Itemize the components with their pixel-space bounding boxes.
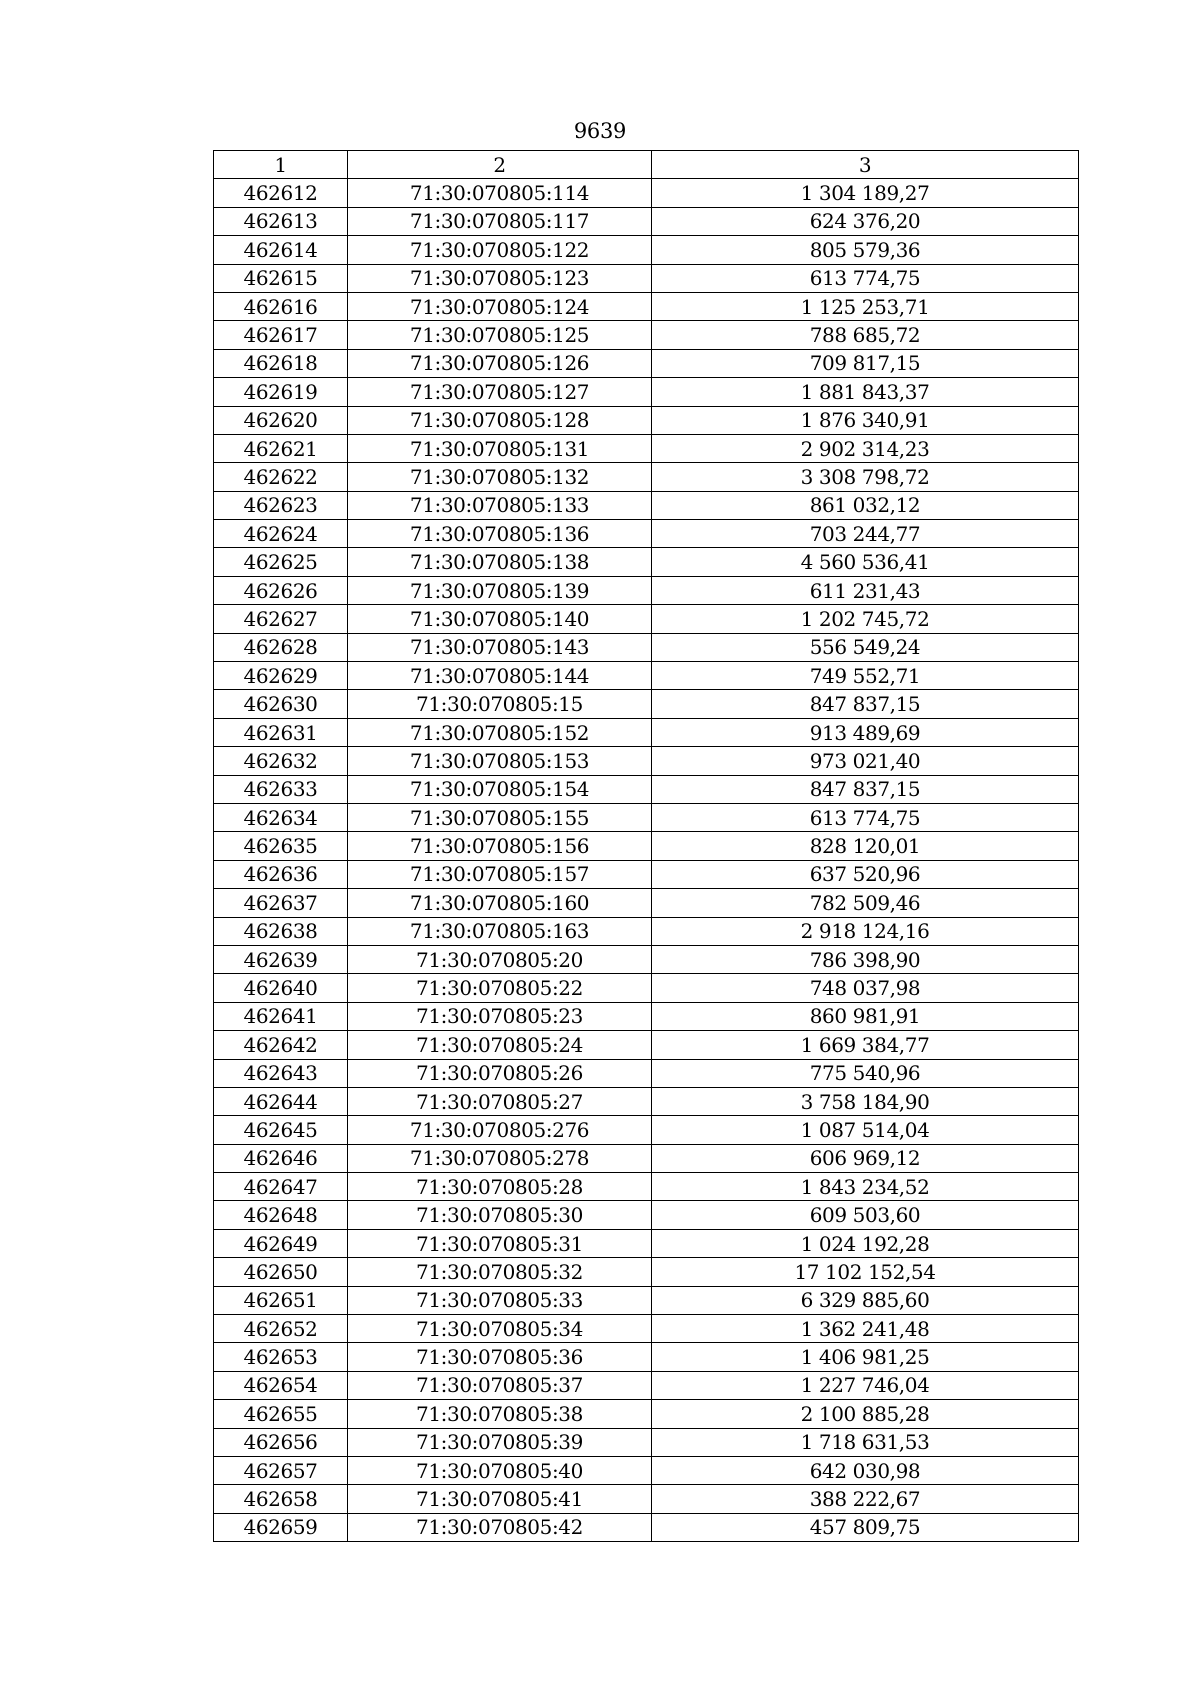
table-row [214,1229,1079,1257]
cadastral-number-cell: 71:30:070805:32 [348,1258,652,1286]
cadastral-number-cell: 71:30:070805:15 [348,690,652,718]
cadastral-value-cell: 1 024 192,28 [652,1229,1079,1257]
cadastral-number-cell: 71:30:070805:136 [348,520,652,548]
cadastral-number-cell: 71:30:070805:138 [348,548,652,576]
row-number-cell: 462642 [214,1031,348,1059]
cadastral-number-cell: 71:30:070805:140 [348,605,652,633]
table-row [214,917,1079,945]
table-row [214,1002,1079,1030]
row-number-cell: 462635 [214,832,348,860]
row-number-cell: 462652 [214,1315,348,1343]
row-number-cell: 462615 [214,264,348,292]
cadastral-value-cell: 1 227 746,04 [652,1371,1079,1399]
cadastral-value-cell: 457 809,75 [652,1513,1079,1541]
table-row [214,321,1079,349]
table-row [214,463,1079,491]
cadastral-number-cell: 71:30:070805:131 [348,434,652,462]
cadastral-number-cell: 71:30:070805:128 [348,406,652,434]
row-number-cell: 462626 [214,576,348,604]
table-row [214,207,1079,235]
row-number-cell: 462641 [214,1002,348,1030]
table-row [214,747,1079,775]
table-row [214,803,1079,831]
column-header-3: 3 [652,151,1079,179]
table-row [214,406,1079,434]
table-header [214,151,1079,179]
cadastral-value-cell: 1 406 981,25 [652,1343,1079,1371]
cadastral-number-cell: 71:30:070805:23 [348,1002,652,1030]
table-row [214,434,1079,462]
cadastral-number-cell: 71:30:070805:163 [348,917,652,945]
table-row [214,1286,1079,1314]
row-number-cell: 462640 [214,974,348,1002]
row-number-cell: 462632 [214,747,348,775]
cadastral-value-cell: 17 102 152,54 [652,1258,1079,1286]
cadastral-number-cell: 71:30:070805:125 [348,321,652,349]
row-number-cell: 462628 [214,633,348,661]
table-row [214,1400,1079,1428]
cadastral-number-cell: 71:30:070805:154 [348,775,652,803]
table-row [214,179,1079,207]
cadastral-value-cell: 2 100 885,28 [652,1400,1079,1428]
cadastral-value-cell: 782 509,46 [652,889,1079,917]
table-row [214,605,1079,633]
cadastral-value-cell: 637 520,96 [652,860,1079,888]
table-row [214,1173,1079,1201]
table-row [214,1059,1079,1087]
table-row [214,349,1079,377]
row-number-cell: 462650 [214,1258,348,1286]
row-number-cell: 462623 [214,491,348,519]
row-number-cell: 462612 [214,179,348,207]
row-number-cell: 462633 [214,775,348,803]
cadastral-value-cell: 3 308 798,72 [652,463,1079,491]
cadastral-value-cell: 1 125 253,71 [652,292,1079,320]
cadastral-value-cell: 973 021,40 [652,747,1079,775]
cadastral-value-cell: 1 304 189,27 [652,179,1079,207]
cadastral-number-cell: 71:30:070805:30 [348,1201,652,1229]
table-row [214,1456,1079,1484]
cadastral-value-cell: 847 837,15 [652,690,1079,718]
table-row [214,1315,1079,1343]
cadastral-number-cell: 71:30:070805:157 [348,860,652,888]
row-number-cell: 462639 [214,945,348,973]
cadastral-value-cell: 556 549,24 [652,633,1079,661]
table-row [214,1371,1079,1399]
table-row [214,1201,1079,1229]
cadastral-number-cell: 71:30:070805:37 [348,1371,652,1399]
row-number-cell: 462631 [214,718,348,746]
row-number-cell: 462621 [214,434,348,462]
cadastral-number-cell: 71:30:070805:31 [348,1229,652,1257]
table-row [214,889,1079,917]
cadastral-number-cell: 71:30:070805:278 [348,1144,652,1172]
cadastral-value-cell: 611 231,43 [652,576,1079,604]
cadastral-value-cell: 1 876 340,91 [652,406,1079,434]
cadastral-number-cell: 71:30:070805:24 [348,1031,652,1059]
cadastral-number-cell: 71:30:070805:27 [348,1087,652,1115]
row-number-cell: 462616 [214,292,348,320]
row-number-cell: 462638 [214,917,348,945]
cadastral-value-cell: 606 969,12 [652,1144,1079,1172]
cadastral-value-cell: 1 718 631,53 [652,1428,1079,1456]
row-number-cell: 462619 [214,378,348,406]
cadastral-value-cell: 642 030,98 [652,1456,1079,1484]
table-row [214,1258,1079,1286]
table-row [214,633,1079,661]
row-number-cell: 462645 [214,1116,348,1144]
cadastral-number-cell: 71:30:070805:126 [348,349,652,377]
row-number-cell: 462627 [214,605,348,633]
cadastral-number-cell: 71:30:070805:122 [348,236,652,264]
table-row [214,520,1079,548]
cadastral-value-cell: 3 758 184,90 [652,1087,1079,1115]
row-number-cell: 462622 [214,463,348,491]
row-number-cell: 462613 [214,207,348,235]
cadastral-value-cell: 828 120,01 [652,832,1079,860]
table-body [214,179,1079,1542]
column-header-2: 2 [348,151,652,179]
row-number-cell: 462658 [214,1485,348,1513]
cadastral-value-cell: 1 669 384,77 [652,1031,1079,1059]
cadastral-number-cell: 71:30:070805:114 [348,179,652,207]
table-row [214,974,1079,1002]
table-row [214,576,1079,604]
cadastral-value-cell: 775 540,96 [652,1059,1079,1087]
row-number-cell: 462644 [214,1087,348,1115]
cadastral-number-cell: 71:30:070805:127 [348,378,652,406]
cadastral-number-cell: 71:30:070805:143 [348,633,652,661]
row-number-cell: 462614 [214,236,348,264]
cadastral-number-cell: 71:30:070805:38 [348,1400,652,1428]
cadastral-number-cell: 71:30:070805:153 [348,747,652,775]
cadastral-number-cell: 71:30:070805:160 [348,889,652,917]
column-header-1: 1 [214,151,348,179]
cadastral-number-cell: 71:30:070805:132 [348,463,652,491]
cadastral-value-cell: 788 685,72 [652,321,1079,349]
cadastral-number-cell: 71:30:070805:144 [348,662,652,690]
row-number-cell: 462629 [214,662,348,690]
cadastral-value-cell: 613 774,75 [652,264,1079,292]
table-row [214,1485,1079,1513]
row-number-cell: 462624 [214,520,348,548]
table-row [214,1428,1079,1456]
cadastral-value-cell: 1 087 514,04 [652,1116,1079,1144]
row-number-cell: 462648 [214,1201,348,1229]
row-number-cell: 462649 [214,1229,348,1257]
header-row [214,151,1079,179]
row-number-cell: 462643 [214,1059,348,1087]
row-number-cell: 462654 [214,1371,348,1399]
cadastral-value-cell: 4 560 536,41 [652,548,1079,576]
row-number-cell: 462637 [214,889,348,917]
cadastral-number-cell: 71:30:070805:36 [348,1343,652,1371]
cadastral-value-cell: 624 376,20 [652,207,1079,235]
cadastral-value-cell: 748 037,98 [652,974,1079,1002]
table-row [214,832,1079,860]
row-number-cell: 462620 [214,406,348,434]
page-number: 9639 [573,119,627,143]
row-number-cell: 462618 [214,349,348,377]
row-number-cell: 462636 [214,860,348,888]
cadastral-number-cell: 71:30:070805:34 [348,1315,652,1343]
cadastral-value-cell: 1 843 234,52 [652,1173,1079,1201]
cadastral-value-cell: 703 244,77 [652,520,1079,548]
cadastral-number-cell: 71:30:070805:117 [348,207,652,235]
cadastral-value-cell: 1 202 745,72 [652,605,1079,633]
table-row [214,1116,1079,1144]
table-row [214,1513,1079,1541]
cadastral-value-cell: 860 981,91 [652,1002,1079,1030]
row-number-cell: 462655 [214,1400,348,1428]
table-row [214,1343,1079,1371]
row-number-cell: 462651 [214,1286,348,1314]
row-number-cell: 462653 [214,1343,348,1371]
cadastral-value-cell: 388 222,67 [652,1485,1079,1513]
cadastral-value-cell: 613 774,75 [652,803,1079,831]
row-number-cell: 462646 [214,1144,348,1172]
cadastral-number-cell: 71:30:070805:124 [348,292,652,320]
cadastral-number-cell: 71:30:070805:155 [348,803,652,831]
cadastral-number-cell: 71:30:070805:39 [348,1428,652,1456]
table-row [214,718,1079,746]
cadastral-value-cell: 805 579,36 [652,236,1079,264]
cadastral-value-cell: 861 032,12 [652,491,1079,519]
cadastral-value-cell: 609 503,60 [652,1201,1079,1229]
table-row [214,1087,1079,1115]
cadastral-number-cell: 71:30:070805:152 [348,718,652,746]
cadastral-number-cell: 71:30:070805:156 [348,832,652,860]
cadastral-value-table [213,150,1079,1542]
cadastral-value-cell: 786 398,90 [652,945,1079,973]
table-row [214,264,1079,292]
cadastral-number-cell: 71:30:070805:276 [348,1116,652,1144]
row-number-cell: 462659 [214,1513,348,1541]
cadastral-value-cell: 709 817,15 [652,349,1079,377]
row-number-cell: 462634 [214,803,348,831]
cadastral-value-cell: 2 902 314,23 [652,434,1079,462]
table-row [214,548,1079,576]
table-row [214,1144,1079,1172]
cadastral-number-cell: 71:30:070805:28 [348,1173,652,1201]
table-row [214,945,1079,973]
row-number-cell: 462617 [214,321,348,349]
table-row [214,690,1079,718]
cadastral-number-cell: 71:30:070805:42 [348,1513,652,1541]
cadastral-value-cell: 1 362 241,48 [652,1315,1079,1343]
cadastral-number-cell: 71:30:070805:22 [348,974,652,1002]
table-row [214,378,1079,406]
row-number-cell: 462625 [214,548,348,576]
row-number-cell: 462630 [214,690,348,718]
cadastral-number-cell: 71:30:070805:33 [348,1286,652,1314]
cadastral-number-cell: 71:30:070805:41 [348,1485,652,1513]
table-row [214,860,1079,888]
table-row [214,775,1079,803]
table-row [214,662,1079,690]
table-row [214,236,1079,264]
cadastral-number-cell: 71:30:070805:20 [348,945,652,973]
cadastral-value-cell: 2 918 124,16 [652,917,1079,945]
cadastral-value-cell: 1 881 843,37 [652,378,1079,406]
row-number-cell: 462657 [214,1456,348,1484]
row-number-cell: 462647 [214,1173,348,1201]
cadastral-number-cell: 71:30:070805:40 [348,1456,652,1484]
cadastral-value-cell: 6 329 885,60 [652,1286,1079,1314]
cadastral-number-cell: 71:30:070805:123 [348,264,652,292]
cadastral-value-cell: 847 837,15 [652,775,1079,803]
cadastral-value-cell: 749 552,71 [652,662,1079,690]
cadastral-number-cell: 71:30:070805:133 [348,491,652,519]
cadastral-value-cell: 913 489,69 [652,718,1079,746]
cadastral-number-cell: 71:30:070805:26 [348,1059,652,1087]
table-row [214,491,1079,519]
cadastral-number-cell: 71:30:070805:139 [348,576,652,604]
row-number-cell: 462656 [214,1428,348,1456]
table-row [214,292,1079,320]
table-row [214,1031,1079,1059]
